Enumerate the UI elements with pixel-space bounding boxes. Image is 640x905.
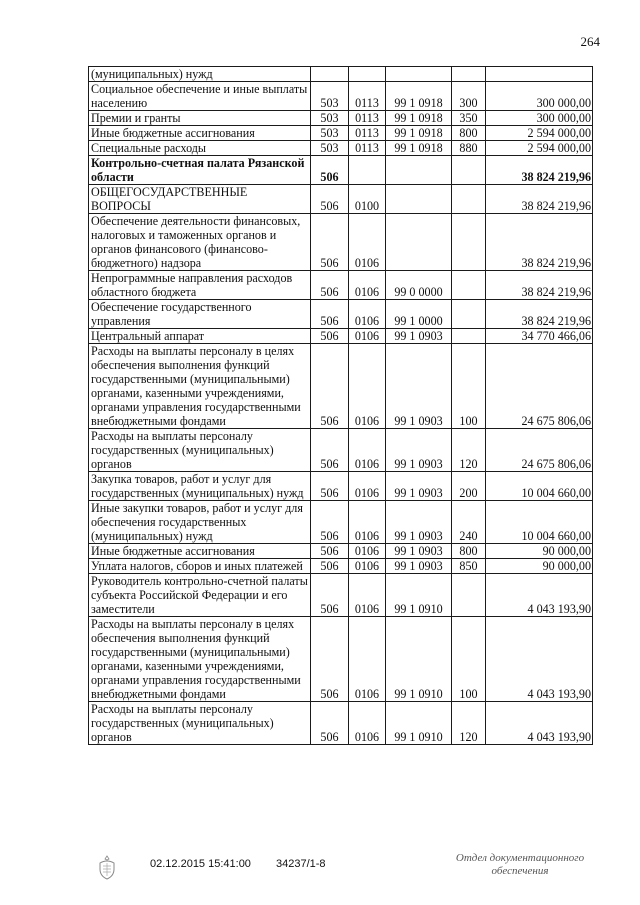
row-name: Непрограммные направления расходов областного бюджета bbox=[89, 271, 311, 300]
row-amount: 90 000,00 bbox=[486, 559, 593, 574]
row-expense-type: 800 bbox=[452, 126, 486, 141]
table-row bbox=[89, 344, 593, 429]
row-target-code: 99 1 0918 bbox=[386, 126, 452, 141]
row-name: Контрольно-счетная палата Рязанской области bbox=[89, 156, 311, 185]
row-gr-code: 503 bbox=[311, 126, 349, 141]
table-row bbox=[89, 111, 593, 126]
row-name: Расходы на выплаты персоналу государственных (муниципальных) органов bbox=[89, 702, 311, 745]
row-gr-code: 506 bbox=[311, 429, 349, 472]
row-gr-code: 506 bbox=[311, 271, 349, 300]
row-expense-type: 100 bbox=[452, 344, 486, 429]
row-gr-code: 506 bbox=[311, 156, 349, 185]
table-row bbox=[89, 82, 593, 111]
row-name: ОБЩЕГОСУДАРСТВЕННЫЕ ВОПРОСЫ bbox=[89, 185, 311, 214]
row-amount: 38 824 219,96 bbox=[486, 185, 593, 214]
row-expense-type: 880 bbox=[452, 141, 486, 156]
row-gr-code: 506 bbox=[311, 544, 349, 559]
row-amount: 38 824 219,96 bbox=[486, 300, 593, 329]
row-amount: 10 004 660,00 bbox=[486, 501, 593, 544]
row-expense-type: 800 bbox=[452, 544, 486, 559]
row-gr-code: 506 bbox=[311, 214, 349, 271]
row-section-code: 0100 bbox=[349, 185, 386, 214]
row-section-code: 0106 bbox=[349, 501, 386, 544]
row-target-code: 99 1 0903 bbox=[386, 544, 452, 559]
row-name: Уплата налогов, сборов и иных платежей bbox=[89, 559, 311, 574]
row-name: Иные закупки товаров, работ и услуг для обеспечения государственных (муниципальных) нужд bbox=[89, 501, 311, 544]
row-target-code: 99 1 0918 bbox=[386, 141, 452, 156]
row-expense-type bbox=[452, 574, 486, 617]
row-section-code bbox=[349, 156, 386, 185]
row-target-code: 99 1 0910 bbox=[386, 702, 452, 745]
row-amount: 24 675 806,06 bbox=[486, 429, 593, 472]
stamp-doc-number: 34237/1-8 bbox=[276, 858, 326, 870]
row-amount: 300 000,00 bbox=[486, 111, 593, 126]
row-gr-code: 506 bbox=[311, 702, 349, 745]
row-name: Расходы на выплаты персоналу в целях обеспечения выполнения функций государственными (муниципальными) органами, казенными учреждениями, органами управления государственными внебюджетными фондами bbox=[89, 344, 311, 429]
row-target-code: 99 1 0903 bbox=[386, 472, 452, 501]
row-gr-code: 503 bbox=[311, 82, 349, 111]
row-expense-type: 100 bbox=[452, 617, 486, 702]
row-section-code: 0113 bbox=[349, 141, 386, 156]
budget-table bbox=[88, 66, 593, 745]
row-target-code: 99 1 0903 bbox=[386, 344, 452, 429]
row-amount: 2 594 000,00 bbox=[486, 126, 593, 141]
row-expense-type bbox=[452, 185, 486, 214]
row-section-code: 0106 bbox=[349, 214, 386, 271]
row-name: Премии и гранты bbox=[89, 111, 311, 126]
row-expense-type: 200 bbox=[452, 472, 486, 501]
row-section-code: 0106 bbox=[349, 344, 386, 429]
row-expense-type: 300 bbox=[452, 82, 486, 111]
row-expense-type bbox=[452, 214, 486, 271]
row-amount: 38 824 219,96 bbox=[486, 156, 593, 185]
table-row bbox=[89, 559, 593, 574]
row-section-code: 0106 bbox=[349, 617, 386, 702]
row-gr-code: 506 bbox=[311, 472, 349, 501]
row-name: Расходы на выплаты персоналу государственных (муниципальных) органов bbox=[89, 429, 311, 472]
table-row bbox=[89, 429, 593, 472]
row-section-code: 0106 bbox=[349, 271, 386, 300]
row-section-code: 0113 bbox=[349, 126, 386, 141]
row-gr-code: 506 bbox=[311, 559, 349, 574]
row-amount: 34 770 466,06 bbox=[486, 329, 593, 344]
row-expense-type: 240 bbox=[452, 501, 486, 544]
table-row bbox=[89, 702, 593, 745]
row-name: Иные бюджетные ассигнования bbox=[89, 544, 311, 559]
row-amount: 24 675 806,06 bbox=[486, 344, 593, 429]
row-section-code: 0106 bbox=[349, 544, 386, 559]
row-target-code: 99 1 0903 bbox=[386, 559, 452, 574]
row-section-code: 0106 bbox=[349, 574, 386, 617]
row-gr-code: 506 bbox=[311, 574, 349, 617]
table-row bbox=[89, 329, 593, 344]
row-amount: 38 824 219,96 bbox=[486, 214, 593, 271]
row-target-code bbox=[386, 185, 452, 214]
row-name: Обеспечение государственного управления bbox=[89, 300, 311, 329]
row-amount: 4 043 193,90 bbox=[486, 702, 593, 745]
row-gr-code bbox=[311, 67, 349, 82]
row-name: Обеспечение деятельности финансовых, налоговых и таможенных органов и органов финансового (финансово-бюджетного) надзора bbox=[89, 214, 311, 271]
table-row bbox=[89, 501, 593, 544]
row-expense-type bbox=[452, 271, 486, 300]
row-amount bbox=[486, 67, 593, 82]
row-name: Специальные расходы bbox=[89, 141, 311, 156]
row-gr-code: 503 bbox=[311, 141, 349, 156]
table-row bbox=[89, 141, 593, 156]
row-target-code bbox=[386, 67, 452, 82]
row-gr-code: 506 bbox=[311, 185, 349, 214]
stamp-datetime: 02.12.2015 15:41:00 bbox=[150, 858, 251, 870]
row-gr-code: 506 bbox=[311, 300, 349, 329]
table-row bbox=[89, 185, 593, 214]
row-amount: 4 043 193,90 bbox=[486, 574, 593, 617]
row-name: (муниципальных) нужд bbox=[89, 67, 311, 82]
row-section-code: 0106 bbox=[349, 429, 386, 472]
row-amount: 4 043 193,90 bbox=[486, 617, 593, 702]
row-amount: 38 824 219,96 bbox=[486, 271, 593, 300]
row-name: Руководитель контрольно-счетной палаты субъекта Российской Федерации и его заместители bbox=[89, 574, 311, 617]
row-expense-type bbox=[452, 329, 486, 344]
row-target-code: 99 1 0903 bbox=[386, 429, 452, 472]
row-gr-code: 506 bbox=[311, 617, 349, 702]
row-amount: 300 000,00 bbox=[486, 82, 593, 111]
row-amount: 10 004 660,00 bbox=[486, 472, 593, 501]
row-name: Центральный аппарат bbox=[89, 329, 311, 344]
table-row bbox=[89, 300, 593, 329]
row-target-code: 99 1 0918 bbox=[386, 82, 452, 111]
row-target-code: 99 1 0903 bbox=[386, 501, 452, 544]
row-target-code: 99 1 0918 bbox=[386, 111, 452, 126]
table-row bbox=[89, 472, 593, 501]
row-name: Закупка товаров, работ и услуг для государственных (муниципальных) нужд bbox=[89, 472, 311, 501]
row-section-code bbox=[349, 67, 386, 82]
row-amount: 90 000,00 bbox=[486, 544, 593, 559]
row-section-code: 0106 bbox=[349, 702, 386, 745]
row-gr-code: 506 bbox=[311, 329, 349, 344]
row-target-code: 99 1 0903 bbox=[386, 329, 452, 344]
row-amount: 2 594 000,00 bbox=[486, 141, 593, 156]
row-target-code: 99 1 0910 bbox=[386, 617, 452, 702]
row-expense-type bbox=[452, 156, 486, 185]
row-target-code bbox=[386, 214, 452, 271]
row-expense-type: 350 bbox=[452, 111, 486, 126]
row-name: Расходы на выплаты персоналу в целях обеспечения выполнения функций государственными (муниципальными) органами, казенными учреждениями, органами управления государственными внебюджетными фондами bbox=[89, 617, 311, 702]
row-section-code: 0106 bbox=[349, 329, 386, 344]
row-section-code: 0106 bbox=[349, 472, 386, 501]
coat-of-arms-icon bbox=[96, 855, 118, 881]
row-target-code: 99 1 0910 bbox=[386, 574, 452, 617]
row-expense-type bbox=[452, 300, 486, 329]
row-name: Социальное обеспечение и иные выплаты населению bbox=[89, 82, 311, 111]
table-row bbox=[89, 271, 593, 300]
table-row bbox=[89, 126, 593, 141]
table-row bbox=[89, 156, 593, 185]
row-expense-type: 120 bbox=[452, 429, 486, 472]
row-expense-type bbox=[452, 67, 486, 82]
table-row bbox=[89, 544, 593, 559]
row-target-code: 99 0 0000 bbox=[386, 271, 452, 300]
table-row bbox=[89, 214, 593, 271]
table-row bbox=[89, 574, 593, 617]
row-gr-code: 506 bbox=[311, 344, 349, 429]
row-section-code: 0106 bbox=[349, 300, 386, 329]
page-number: 264 bbox=[580, 34, 600, 49]
row-section-code: 0106 bbox=[349, 559, 386, 574]
table-row bbox=[89, 67, 593, 82]
row-target-code bbox=[386, 156, 452, 185]
row-gr-code: 503 bbox=[311, 111, 349, 126]
row-target-code: 99 1 0000 bbox=[386, 300, 452, 329]
row-expense-type: 120 bbox=[452, 702, 486, 745]
row-expense-type: 850 bbox=[452, 559, 486, 574]
row-section-code: 0113 bbox=[349, 82, 386, 111]
row-name: Иные бюджетные ассигнования bbox=[89, 126, 311, 141]
row-section-code: 0113 bbox=[349, 111, 386, 126]
row-gr-code: 506 bbox=[311, 501, 349, 544]
stamp-department: Отдел документационного обеспечения bbox=[455, 852, 585, 877]
table-row bbox=[89, 617, 593, 702]
